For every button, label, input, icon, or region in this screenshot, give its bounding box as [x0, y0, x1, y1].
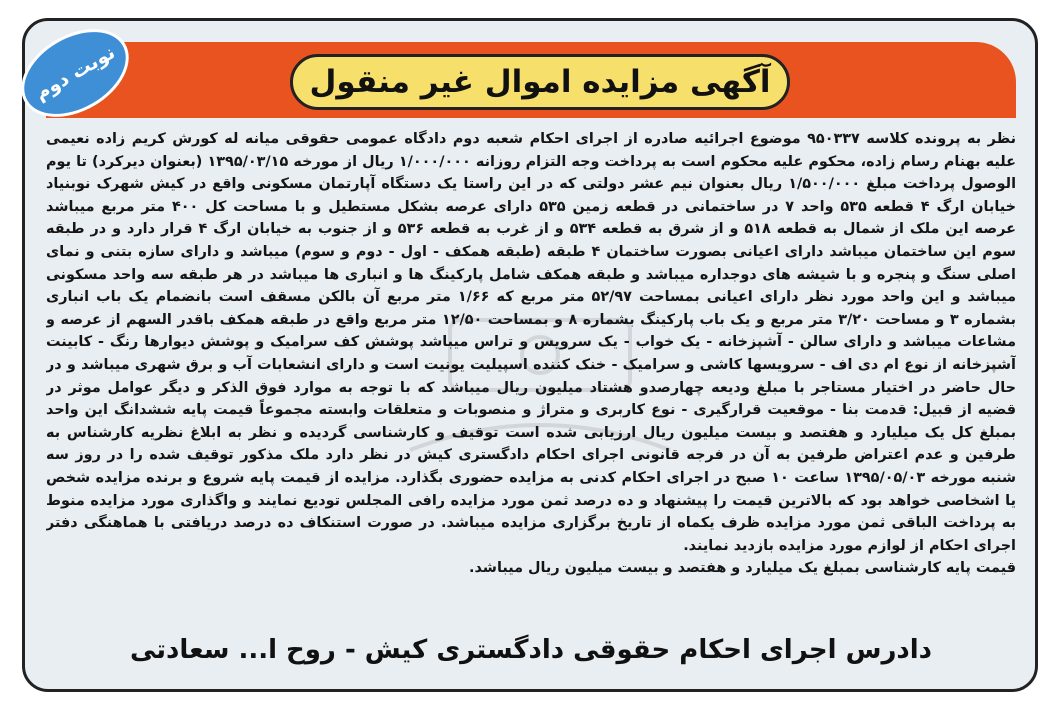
signature-line: دادرس اجرای احکام حقوقی دادگستری کیش - روح ا... سعادتی — [129, 635, 933, 665]
notice-body-text: نظر به پرونده کلاسه ۹۵۰۳۳۷ موضوع اجرائیه صادره از اجرای احکام شعبه دوم دادگاه عمومی حقوقی میانه له کورش کریم زاده نعیمی علیه بهنام رسام زاده، محکوم علیه محکوم است به پرداخت وجه التزام روزانه ۱/۰۰۰/۰۰۰ ریال از مورخه ۱۳۹۵/۰۳/۱۵ (بعنوان دیرکرد) تا یوم الوصول پرداخت مبلغ ۱/۵۰۰/۰۰۰ ریال بعنوان نیم عشر دولتی که در این راستا یک دستگاه آپارتمان مسکونی واقع در کیش شهرک نوبنیاد خیابان ارگ ۴ قطعه ۵۳۵ واحد ۷ در ساختمانی در قطعه زمین ۵۳۵ دارای عرصه بشکل مستطیل و با مساحت کل ۴۰۰ متر مربع میباشد عرصه این ملک از شمال به قطعه ۵۱۸ و از شرق به قطعه ۵۳۴ و از غرب به قطعه ۵۳۶ و از جنوب به خیابان ارگ ۴ قرار دارد و در طبقه سوم این ساختمان میباشد دارای اعیانی بصورت ساختمان ۴ طبقه (طبقه همکف - اول - دوم و سوم) میباشد و دارای سازه بتنی و نمای اصلی سنگ و پنجره و با شیشه های دوجداره میباشد و طبقه همکف شامل پارکینگ ها و انباری ها میباشد در هر طبقه سه واحد مسکونی میباشد و این واحد مورد نظر دارای اعیانی بمساحت ۵۲/۹۷ متر مربع که ۱/۶۶ متر مربع آن بالکن مسقف است بانضمام یک باب انباری بشماره ۳ و مساحت ۳/۲۰ متر مربع و یک باب پارکینگ بشماره ۸ و بمساحت ۱۲/۵۰ متر مربع واقع در طبقه همکف باقدر السهم از عرصه و مشاعات میباشد و دارای سالن - آشپزخانه - یک خواب - یک سرویس و تراس میباشد پوشش کف سرامیک و پوشش دیوارها رنگ - کابینت آشپزخانه از نوع ام دی اف - سرویسها کاشی و سرامیک - خنک کننده اسپیلیت یونیت است و دارای انشعابات آب و برق شهری میباشد و در حال حاضر در اختیار مستاجر با مبلغ ودیعه چهارصدو هشتاد میلیون ریال میباشد که با توجه به موارد فوق الذکر و دیگر عوامل موثر در قضیه از قبیل: قدمت بنا - موقعیت قرارگیری - نوع کاربری و متراژ و منصوبات و متعلقات وابسته مجموعاً قیمت پایه ششدانگ این واحد بمبلغ کل یک میلیارد و هفتصد و بیست میلیون ریال ارزیابی شده است توقیف و کارشناسی گردیده و نظر به ابلاغ نظریه کارشناس به طرفین و عدم اعتراض طرفین به آن در فرجه قانونی اجرای احکام دادگستری کیش در نظر دارد ملک مذکور توقیف شده را در روز سه شنبه مورخه ۱۳۹۵/۰۵/۰۳ ساعت ۱۰ صبح در اجرای احکام کدنی به مزایده حضوری بگذارد. مزایده از قیمت پایه شروع و برنده مزایده شخص یا اشخاصی خواهد بود که بالاترین قیمت را پیشنهاد و ده درصد ثمن مورد مزایده رافی المجلس تودیع نمایند و واگذاری مورد مزایده منوط به پرداخت الباقی ثمن مورد مزایده ظرف یکماه از تاریخ برگزاری مزایده میباشد. در صورت استنکاف ده درصد دریافتی با هماهنگی دفتر اجرای احکام از لوازم مورد مزایده بازدید نمایند. — [46, 131, 1016, 554]
price-line: قیمت پایه کارشناسی بمبلغ یک میلیارد و هفتصد و بیست میلیون ریال میباشد. — [469, 560, 1016, 577]
notice-title: آگهی مزایده اموال غیر منقول — [309, 64, 771, 100]
notice-body — [46, 128, 1016, 618]
top-strip — [0, 0, 1056, 18]
title-pill — [290, 54, 790, 110]
round-badge-label: نوبت دوم — [31, 41, 119, 105]
